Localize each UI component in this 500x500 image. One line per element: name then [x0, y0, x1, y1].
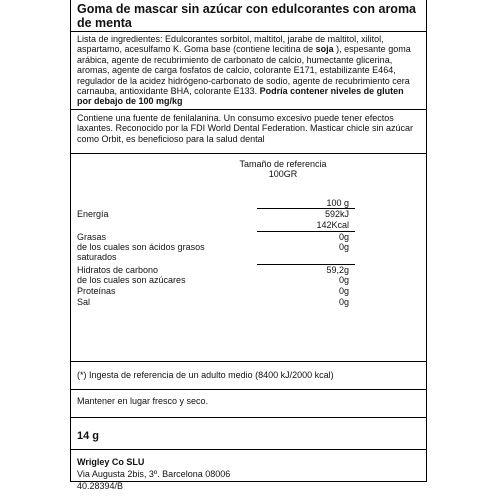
allergen-soja: soja	[315, 44, 334, 55]
warning-text: Contiene una fuente de fenilalanina. Un consumo excesivo puede tener efectos laxantes. Reconocido por la FDI World Dental Federation. Masticar chicle sin azúcar como Orbit, es beneficioso para la salud dental	[71, 110, 426, 154]
gluten-notice: Podría contener niveles de gluten por debajo de 100 mg/kg	[77, 86, 404, 107]
storage-instructions: Mantener en lugar fresco y seco.	[71, 390, 426, 418]
nutrient-label-salt: Sal	[77, 297, 91, 307]
nutrient-label-energy: Energía	[77, 209, 109, 219]
net-weight: 14 g	[71, 418, 426, 450]
company-address: Via Augusta 2bis, 3º. Barcelona 08006	[77, 469, 231, 479]
reference-size-label: Tamaño de referencia	[239, 159, 327, 169]
ingredients-section	[71, 32, 426, 110]
nutrition-table	[71, 154, 426, 362]
per-100g-header: 100 g	[326, 198, 349, 208]
label-sheet	[70, 0, 427, 491]
ingredients-text: Lista de ingredientes: Edulcorantes sorbitol, maltitol, jarabe de maltitol, xilitol, aspartamo, acesulfamo K. Goma base (contiene lecitina de	[77, 34, 384, 55]
ingredients-text-rest: ), espesante goma arábica, agente de recubrimiento de carbonato de calcio, humectante glicerina, aromas, agente de carga fosfatos de calcio, colorante E171, estabilizante E464, regulador de la acidez hidrógeno-carbonato de sodio, agente de recubrimiento cera carnauba, antioxidante BHA, colorante E133.	[77, 44, 411, 97]
nutrient-label-sugars: de los cuales son azúcares	[77, 275, 186, 285]
company-name: Wrigley Co SLU	[77, 457, 145, 467]
product-title: Goma de mascar sin azúcar con edulcorantes con aroma de menta	[71, 0, 426, 32]
nutrient-value-sugars: 0g	[338, 275, 349, 285]
nutrient-value-energy-kj: 592kJ	[324, 209, 349, 219]
nutrient-label-protein: Proteínas	[77, 286, 116, 296]
nutrient-value-carbs: 59,2g	[326, 265, 349, 275]
reference-footnote: (*) Ingesta de referencia de un adulto medio (8400 kJ/2000 kcal)	[71, 362, 426, 390]
nutrient-label-saturated: de los cuales son ácidos grasos saturados	[77, 242, 205, 262]
company-info	[71, 450, 426, 494]
nutrient-value-salt: 0g	[338, 297, 349, 307]
company-code: 40.28394/B	[77, 481, 124, 491]
reference-size-unit: 100GR	[268, 169, 298, 179]
nutrient-value-saturated: 0g	[338, 242, 349, 252]
nutrient-label-carbs: Hidratos de carbono	[77, 265, 159, 275]
nutrient-value-protein: 0g	[338, 286, 349, 296]
nutrient-label-fat: Grasas	[77, 232, 107, 242]
nutrient-value-fat: 0g	[338, 232, 349, 242]
nutrient-value-energy-kcal: 142Kcal	[316, 220, 349, 230]
